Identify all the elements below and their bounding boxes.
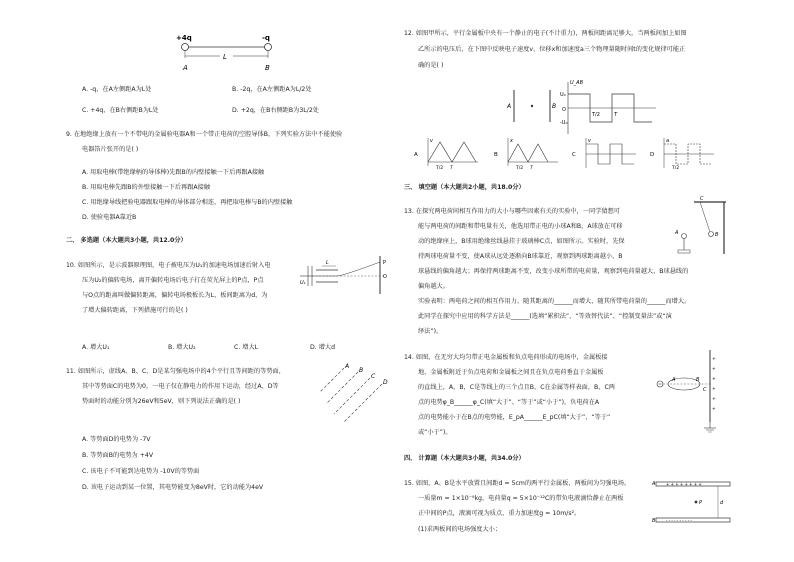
q13-line3: 动的绝缘座上，B球用绝缘丝线悬挂于玻璃棒C点，如图所示。实验时，先保 [418, 238, 625, 245]
graph-a-t: T [450, 166, 453, 171]
section-fill-blank-heading: 三、 填空题（本大题共2小题，共18.0分） [404, 184, 525, 191]
graph-d-ylabel: a [666, 138, 670, 144]
fig12-origin-label: O [562, 107, 566, 113]
q12-option-graph-b[interactable] [494, 136, 560, 170]
svg-text:+ + + + + + + +: + + + + + + + + [666, 481, 702, 487]
fig12-u0-label: U₀ [560, 92, 566, 98]
oscilloscope-diagram [298, 252, 390, 298]
q12-plates-diagram [506, 86, 558, 126]
fig13-label-b: B [715, 232, 719, 238]
fig10-label-u1: U₁ [300, 280, 306, 286]
q9-option-d[interactable]: D. 使验电器A靠近B [82, 214, 137, 221]
fig10-label-l: L [326, 260, 329, 266]
q10-stem-line2: 压为U₂的偏转电场，离开偏转电场后电子打在荧光屏上的P点，P点 [82, 277, 264, 284]
equipotential-lines-diagram [314, 362, 394, 430]
q15-line4: (1)求两板间的电场强度大小； [418, 526, 502, 533]
q12-option-graph-c[interactable] [572, 136, 638, 170]
q15-capacitor-diagram [652, 476, 736, 528]
fig14-label-a: A [672, 377, 676, 383]
graph-b-ylabel: x [510, 138, 513, 144]
point-label-a: A [183, 64, 188, 72]
q12-option-graph-d[interactable] [650, 136, 716, 170]
q12-stem-line2: 乙所示的电压后，在下图中反映电子速度v、位移x和加速度a三个物理量随时间t的变化规律可能正 [418, 46, 686, 53]
q12-stem-line3: 确的是( ) [418, 62, 444, 69]
length-label-l: L [223, 53, 227, 61]
point-label-b: B [265, 64, 270, 72]
two-charges-diagram [170, 30, 280, 78]
charge-label-minusq: -q [262, 34, 270, 42]
q8-option-a[interactable]: A. -q，在A左侧距A为L处 [82, 86, 152, 93]
q11-option-d[interactable]: D. 该电子运动到某一位置，其电势能变为8eV时，它的动能为4eV [82, 484, 264, 491]
graph-c-ylabel: v [588, 138, 591, 144]
q15-line3: 正中间的P点，液滴可视为质点，重力加速度g = 10m/s²。 [418, 510, 581, 517]
q11-option-c[interactable]: C. 该电子不可能到达电势为 -10V的等势面 [82, 468, 200, 475]
q9-option-c[interactable]: C. 用绝缘导线把验电器跟取电棒的导体部分相连，再把取电棒与B的内壁接触 [82, 199, 293, 206]
fig11-label-c: C [371, 373, 376, 380]
fig13-label-a: A [675, 230, 679, 236]
svg-text:- - - - - - - - - -: - - - - - - - - - - [666, 517, 692, 523]
fig15-label-d: d [720, 500, 724, 506]
fig12-half-t-label: T/2 [592, 112, 600, 118]
q15-line2: 一质量m = 1×10⁻⁹kg，电荷量q = 5×10⁻¹²C的带负电液滴恰静止在两板 [418, 495, 624, 502]
q11-stem-line1: 11. 如图所示，虚线A、B、C、D是某匀强电场中的4个平行且等间距的等势面， [66, 368, 285, 375]
fig12-plate-b: B [552, 103, 557, 110]
fig10-label-o: O [383, 274, 387, 280]
q13-line6: 偏角越大。 [418, 283, 449, 290]
q8-option-b[interactable]: B. -2q，在A左侧距A为L/2处 [232, 86, 312, 93]
fig15-label-p: P [699, 500, 703, 506]
q8-option-c[interactable]: C. +4q，在B右侧距B为L处 [82, 107, 159, 114]
q14-line2: 地，金属板附近于负点电荷和金属板之间且在负点电荷垂直于金属板 [418, 369, 604, 376]
q12-option-graph-a[interactable] [414, 136, 480, 170]
q13-pendulum-diagram [660, 196, 732, 258]
q14-line1: 14. 如图，在无穷大均匀带正电金属板和负点电荷形成的电场中，金属板接 [404, 354, 608, 361]
svg-text:+: + [712, 357, 716, 362]
q12-voltage-graph [560, 78, 660, 136]
fig14-label-b: B [696, 377, 700, 383]
fig15-label-a: A [652, 481, 656, 487]
graph-a-half-t: T/2 [436, 166, 444, 171]
q10-option-a[interactable]: A. 增大U₁ [82, 344, 110, 351]
graph-a-letter: A [414, 152, 418, 158]
fig11-label-d: D [383, 379, 388, 386]
q11-stem-line2: 其中等势面C的电势为0，一电子仅在静电力的作用下运动，经过A、D等 [82, 383, 279, 390]
fig12-minus-u0-label: -U₀ [560, 120, 568, 126]
q11-option-a[interactable]: A. 等势面D的电势为 -7V [82, 436, 151, 443]
graph-b-t: T [530, 166, 533, 171]
q15-line1: 15. 如图，A、B是水平放置且间距d = 5cm的两平行金属板，两板间为匀强电场。 [404, 480, 631, 487]
q9-stem-line1: 9. 在地绝缘上放有一个不带电的金属验电器A和一个带正电荷的空腔导体B，下列实验方法中不能使验 [66, 131, 343, 138]
graph-c-letter: C [572, 152, 576, 158]
fig13-label-c: C [700, 196, 704, 202]
graph-d-half-t: T/2 [672, 166, 680, 171]
fig14-label-c: C [703, 387, 707, 393]
q13-line5: 球悬线的偏角越大；再保持两球距离不变，改变小球所带的电荷量，观察到电荷量越大，B球悬线的 [418, 268, 689, 275]
fig11-label-a: A [345, 363, 350, 370]
q9-option-b[interactable]: B. 用取电棒先跟B的外壁接触一下后再跟A接触 [82, 184, 211, 191]
section-calc-heading: 四、 计算题（本大题共3小题，共34.0分） [404, 455, 525, 462]
fig12-plate-a: A [507, 103, 512, 110]
svg-text:+: + [712, 397, 716, 402]
q10-option-d[interactable]: D. 增大d [310, 344, 336, 351]
q8-option-d[interactable]: D. +2q，在B右侧距B为3L/2处 [232, 107, 319, 114]
graph-b-half-t: T/2 [516, 166, 524, 171]
q13-line1: 13. 在探究两电荷间相互作用力的大小与哪些因素有关的实验中，一同学猜想可 [404, 208, 620, 215]
fig12-uab-label: U_AB [570, 80, 584, 86]
svg-text:+: + [712, 387, 716, 392]
q10-option-c[interactable]: C. 增大L [234, 344, 259, 351]
charge-label-plus4q: +4q [176, 34, 192, 42]
svg-text:+: + [712, 367, 716, 372]
q10-stem-line3: 与O点的距离叫做偏转距离，偏转电场极板长为L，板间距离为d，为 [82, 292, 268, 299]
section-multi-choice-heading: 二、 多选题（本大题共3小题，共12.0分） [66, 237, 187, 244]
fig12-t-label: T [614, 112, 618, 118]
q14-line6: 或“小于”)。 [418, 429, 452, 436]
q13-line9: 绎法”)。 [418, 328, 443, 335]
q14-line5-blank[interactable]: 点的电势能小于在B点的电势能，E_pA______E_pC(填“大于”、“等于” [418, 414, 611, 421]
graph-d-letter: D [650, 152, 655, 158]
fig15-label-b: B [652, 518, 656, 524]
fig11-label-b: B [359, 367, 364, 374]
q13-line8-blank[interactable]: 此同学在探究中应用的科学方法是______(选填“累积法”、“等效替代法”、“控制变量法”或“演 [418, 313, 672, 320]
q12-stem-line1: 12. 如图甲所示，平行金属板中央有一个静止的电子(不计重力)，两板间距离足够大，当两板间加上如图 [404, 30, 687, 37]
q11-stem-line3: 势面时的动能分别为26eV和5eV，则下列说法正确的是( ) [82, 398, 241, 405]
svg-text:+: + [712, 377, 716, 382]
q10-stem-line4: 了增大偏转距离，下列措施可行的是( ) [82, 307, 188, 314]
q13-line4: 持两球电荷量不变，使A球从远处逐渐向B球靠近，观察到两球距离越小，B [418, 253, 623, 260]
svg-text:+: + [712, 407, 716, 412]
graph-b-letter: B [494, 152, 498, 158]
fig10-label-p: P [383, 260, 387, 266]
q13-line2: 能与两电荷的间距和带电量有关，他选用带正电的小球A和B，A球放在可移 [418, 223, 623, 230]
q11-option-b[interactable]: B. 等势面B的电势为 +4V [82, 452, 154, 459]
graph-a-ylabel: v [430, 138, 433, 144]
q13-line7-blanks[interactable]: 实验表明：两电荷之间的相互作用力，随其距离的______而增大，随其所带电荷量的______而增大。 [418, 298, 691, 305]
q9-stem-line2: 电器箔片张开的是( ) [82, 146, 139, 153]
q9-option-a[interactable]: A. 用取电棒(带绝缘柄的导体棒)先跟B的内壁接触一下后再跟A接触 [82, 169, 265, 176]
q10-option-b[interactable]: B. 增大U₂ [168, 344, 196, 351]
q14-plate-charge-diagram [652, 346, 736, 434]
q14-line4-blank[interactable]: 点的电势φ_B______φ_C(填“大于”、“等于”或“小于”)，负电荷在A [418, 399, 600, 406]
q14-line3: 的直线上，A，B，C是等线上的三个点且B、C在金属等样表面，B、C两 [418, 384, 615, 391]
q10-stem-line1: 10. 如图所示，是示波器原理图，电子被电压为U₁的加速电场加速后射入电 [66, 262, 271, 269]
